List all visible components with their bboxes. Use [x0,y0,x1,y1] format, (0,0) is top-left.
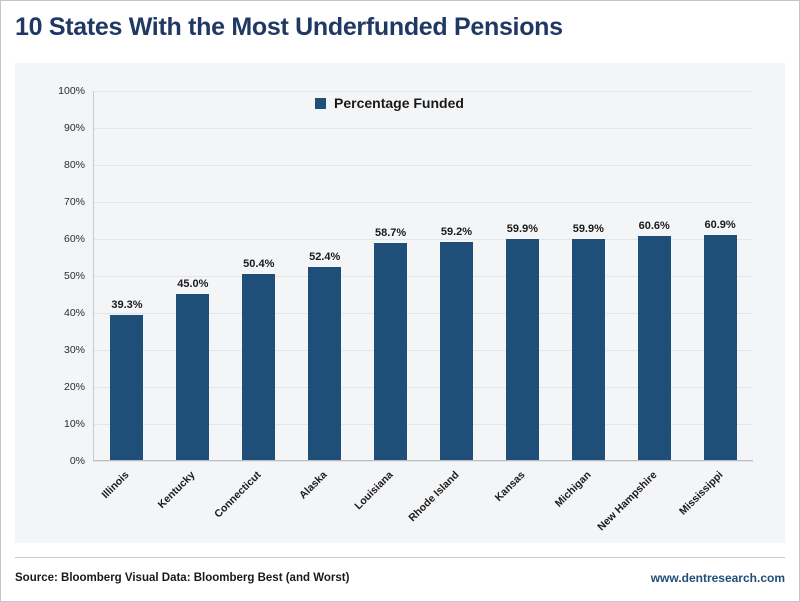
x-axis-label-slot [552,465,622,543]
bar [374,243,407,460]
bar-value-label: 39.3% [111,298,143,311]
bar [572,239,605,460]
footer [15,563,785,593]
bar-value-label: 45.0% [177,277,209,290]
y-axis-tick-label: 0% [69,455,85,467]
bar [110,315,143,460]
y-axis-tick-label: 30% [63,344,85,356]
bar-group [424,91,490,460]
bar-group [358,91,424,460]
bar [638,236,671,460]
bar [242,274,275,460]
y-axis-tick-label: 60% [63,233,85,245]
x-axis-tick-label-text: Mississippi [676,469,726,518]
x-axis-tick-label-text: Rhode Island [406,469,462,525]
y-axis-tick-label: 20% [63,381,85,393]
site-url-link[interactable]: www.dentresearch.com [650,571,785,585]
x-axis-label-slot [406,465,490,543]
bar [176,294,209,460]
x-axis-label-slot [155,465,226,543]
x-axis-category-labels [94,465,754,543]
bar [308,267,341,460]
bar [440,242,473,460]
x-axis-tick-label-text: Kentucky [155,469,198,511]
bar [506,239,539,460]
bar-group [292,91,358,460]
x-axis-tick-label-text: Louisiana [352,469,396,513]
x-axis-label-slot [94,465,160,543]
bar-group [555,91,621,460]
x-axis-tick-label-text: New Hampshire [595,469,660,534]
x-axis-label-slot [212,465,292,543]
gridline [93,461,753,462]
bar-group [160,91,226,460]
x-axis-label-slot [676,465,754,543]
legend-label-percentage-funded: Percentage Funded [334,95,464,111]
bar-group [94,91,160,460]
bar-value-label: 58.7% [374,227,407,240]
x-axis-label-slot [595,465,688,543]
bar-value-label: 59.2% [440,225,473,238]
x-axis-label-slot [352,465,424,543]
bar-value-label: 60.9% [704,219,736,232]
x-axis-line [93,460,753,461]
x-axis-label-slot [292,465,358,543]
bar-value-label: 59.9% [572,222,604,235]
y-axis-tick-label: 50% [63,270,85,282]
y-axis-tick-label: 100% [58,85,85,97]
bar-series-percentage-funded [94,91,753,460]
x-axis-tick-label-text: Illinois [99,469,132,502]
plot-panel [15,63,785,543]
bar-value-label: 52.4% [309,250,341,263]
y-axis-tick-label: 10% [63,418,85,430]
y-axis-tick-label: 70% [63,196,85,208]
plot-area [58,85,753,467]
y-axis-tick-label: 40% [63,307,85,319]
title-bar [1,1,799,57]
x-axis-tick-label-text: Michigan [552,469,594,510]
bar-group [621,91,687,460]
y-axis-tick-label: 90% [63,122,85,134]
x-axis-tick-label-text: Alaska [297,469,330,502]
x-axis-tick-label-text: Kansas [492,469,528,504]
bar-value-label: 60.6% [638,220,670,233]
page-title: 10 States With the Most Underfunded Pensions [15,13,563,41]
footer-divider [15,557,785,558]
x-axis-label-slot [490,465,556,543]
bar-value-label: 59.9% [506,222,538,235]
bar-group [226,91,292,460]
bar-value-label: 50.4% [243,258,275,271]
x-axis-tick-label-text: Connecticut [212,469,264,521]
y-axis-tick-label: 80% [63,159,85,171]
source-note: Source: Bloomberg Visual Data: Bloomberg Best (and Worst) [15,572,350,584]
bar-group [489,91,555,460]
bar-group [687,91,753,460]
